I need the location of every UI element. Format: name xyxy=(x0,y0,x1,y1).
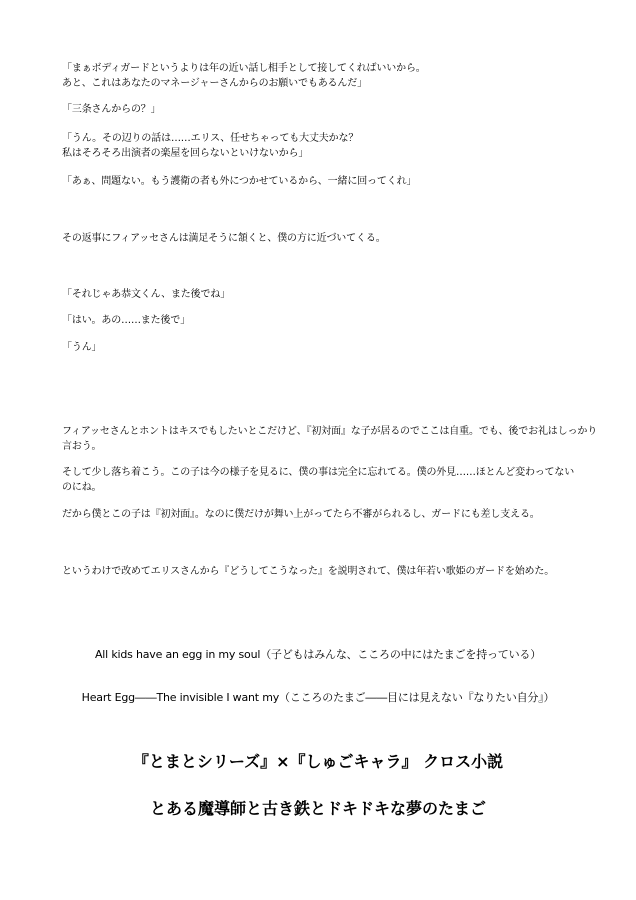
text-line: 言おう。 xyxy=(62,441,102,452)
epigraph-line-1: All kids have an egg in my soul（子どもはみんな、こころの中にはたまごを持っている） xyxy=(94,648,542,661)
text-line: というわけで改めてエリスさんから『どうしてこうなった』を説明されて、僕は年若い歌姫のガードを始めた。 xyxy=(62,566,555,577)
text-line: のにね。 xyxy=(62,482,102,493)
text-line: フィアッセさんとホントはキスでもしたいとこだけど、『初対面』な子が居るのでここは自重。でも、後でお礼はしっかり xyxy=(62,426,598,437)
text-line: 「あぁ、問題ない。もう護衛の者も外につかせているから、一緒に回ってくれ」 xyxy=(62,176,417,187)
text-line: その返事にフィアッセさんは満足そうに頷くと、僕の方に近づいてくる。 xyxy=(62,233,386,244)
text-line: 私はそろそろ出演者の楽屋を回らないといけないから」 xyxy=(62,148,309,159)
epigraph-line-2: Heart Egg――The invisible I want my（こころのたまご――目には見えない『なりたい自分』） xyxy=(81,691,555,704)
text-line: 「うん。その辺りの話は……エリス、任せちゃっても大丈夫かな？ xyxy=(62,133,359,144)
text-line: だから僕とこの子は『初対面』。なのに僕だけが舞い上がってたら不審がられるし、ガードにも差し支える。 xyxy=(62,509,540,520)
text-line: あと、これはあなたのマネージャーさんからのお願いでもあるんだ」 xyxy=(62,78,367,89)
text-line: そして少し落ち着こう。この子は今の様子を見るに、僕の事は完全に忘れてる。僕の外見……ほとんど変わってない xyxy=(62,467,575,478)
text-line: 「はい。あの……また後で」 xyxy=(62,315,191,326)
text-line: 「三条さんからの？」 xyxy=(62,104,161,115)
text-line: 「まぁボディガードというよりは年の近い話し相手として接してくればいいから。 xyxy=(62,63,426,74)
series-title: 『とまとシリーズ』×『しゅごキャラ』 クロス小説 xyxy=(132,752,504,771)
text-line: 「それじゃあ恭文くん、また後でね」 xyxy=(62,289,231,300)
text-line: 「うん」 xyxy=(62,342,102,353)
novel-title: とある魔導師と古き鉄とドキドキな夢のたまご xyxy=(149,799,486,818)
